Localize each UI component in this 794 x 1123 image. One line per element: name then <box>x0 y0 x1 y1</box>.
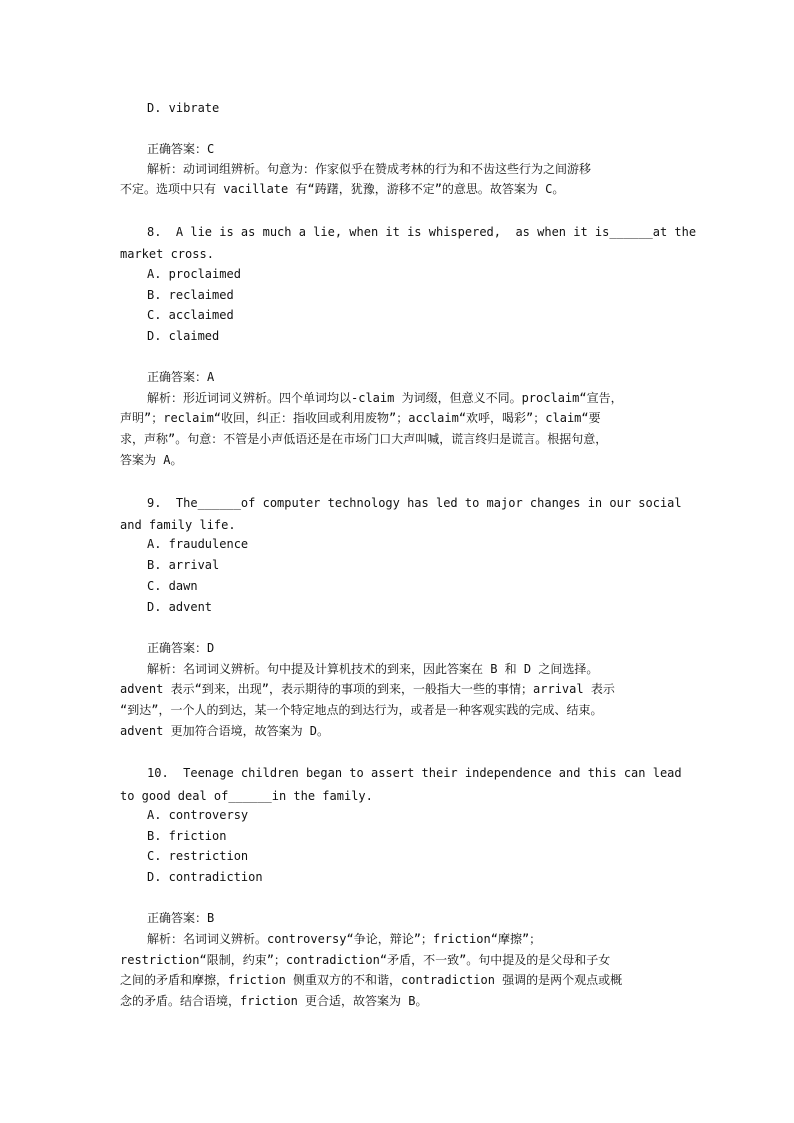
q10-stem-line-2: to good deal of______in the family. <box>120 789 373 803</box>
q10-option-d: D. contradiction <box>147 870 263 884</box>
q10-option-c: C. restriction <box>147 849 249 863</box>
q10-explanation-line-2: restriction“限制，约束”；contradiction“矛盾，不一致”。句中提及的是父母和子女 <box>120 953 611 967</box>
q9-option-d: D. advent <box>147 600 213 614</box>
q10-option-b: B. friction <box>147 829 227 843</box>
q9-explanation-line-2: advent 表示“到来，出现”，表示期待的事项的到来，一般指大一些的事情；arrival 表示 <box>120 682 615 696</box>
q10-stem-line-1: 10. Teenage children began to assert their independence and this can lead <box>147 766 682 780</box>
q9-stem-line-1: 9. The______of computer technology has led to major changes in our social <box>147 496 682 510</box>
q9-explanation-line-4: advent 更加符合语境，故答案为 D。 <box>120 724 330 738</box>
q9-option-b: B. arrival <box>147 558 220 572</box>
q8-option-b: B. reclaimed <box>147 288 234 302</box>
q10-explanation-line-4: 念的矛盾。结合语境，friction 更合适，故答案为 B。 <box>120 994 428 1008</box>
q7-explanation-line-1: 解析：动词词组辨析。句意为：作家似乎在赞成考林的行为和不齿这些行为之间游移 <box>147 162 592 176</box>
q10-answer: 正确答案：B <box>147 911 215 925</box>
q8-explanation-line-1: 解析：形近词词义辨析。四个单词均以-claim 为词缀，但意义不同。proclaim“宣告， <box>147 391 623 405</box>
q10-explanation-line-1: 解析：名词词义辨析。controversy“争论，辩论”；friction“摩擦”； <box>147 932 542 946</box>
q8-explanation-line-2: 声明”；reclaim“收回，纠正：指收回或利用废物”；acclaim“欢呼，喝彩”；claim“要 <box>120 411 601 425</box>
q8-stem-line-1: 8. A lie is as much a lie, when it is whispered, as when it is______at the <box>147 225 697 239</box>
q8-answer: 正确答案：A <box>147 370 215 384</box>
q10-option-a: A. controversy <box>147 808 249 822</box>
q9-stem-line-2: and family life. <box>120 518 236 532</box>
q8-option-d: D. claimed <box>147 329 220 343</box>
q9-answer: 正确答案：D <box>147 641 215 655</box>
q7-answer: 正确答案：C <box>147 142 215 156</box>
q7-option-d: D. vibrate <box>147 101 220 115</box>
q8-option-c: C. acclaimed <box>147 308 234 322</box>
q9-explanation-line-3: “到达”，一个人的到达，某一个特定地点的到达行为，或者是一种客观实践的完成、结束。 <box>120 703 603 717</box>
q9-option-c: C. dawn <box>147 579 198 593</box>
q9-option-a: A. fraudulence <box>147 537 249 551</box>
q7-explanation-line-2: 不定。选项中只有 vacillate 有“踌躇，犹豫，游移不定”的意思。故答案为 C。 <box>120 182 565 196</box>
q8-option-a: A. proclaimed <box>147 267 241 281</box>
q10-explanation-line-3: 之间的矛盾和摩擦，friction 侧重双方的不和谐，contradiction 强调的是两个观点或概 <box>120 973 623 987</box>
q8-explanation-line-3: 求，声称”。句意：不管是小声低语还是在市场门口大声叫喊，谎言终归是谎言。根据句意， <box>120 432 608 446</box>
q8-stem-line-2: market cross. <box>120 247 214 261</box>
q9-explanation-line-1: 解析：名词词义辨析。句中提及计算机技术的到来，因此答案在 B 和 D 之间选择。 <box>147 662 599 676</box>
q8-explanation-line-4: 答案为 A。 <box>120 453 183 467</box>
